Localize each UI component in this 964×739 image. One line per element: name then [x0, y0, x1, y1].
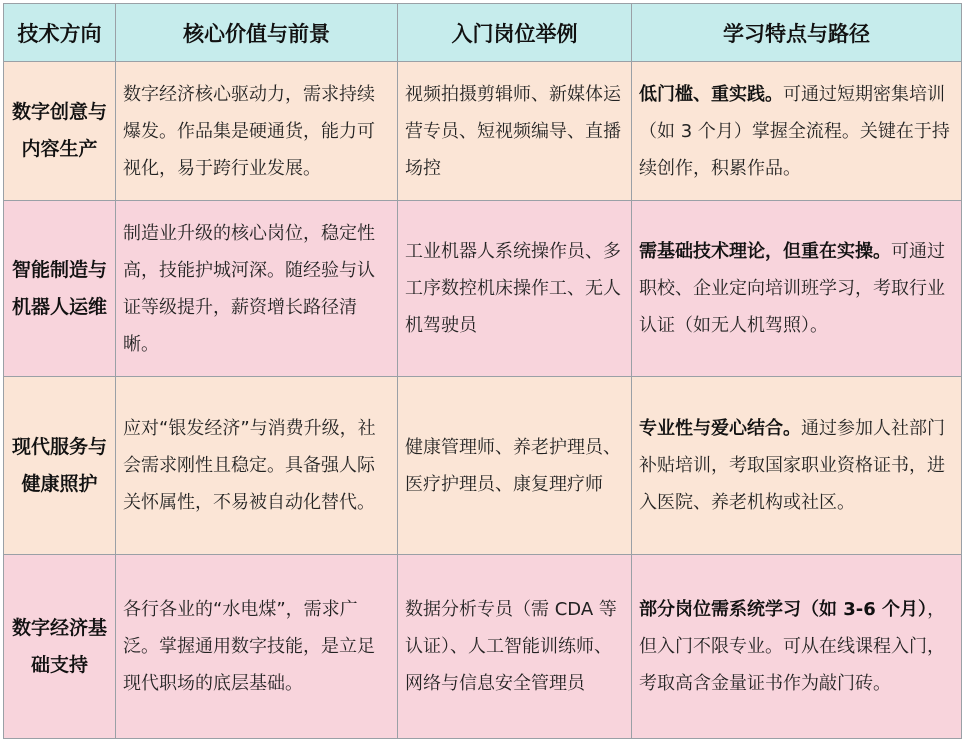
table-row [4, 62, 962, 201]
header-entry-jobs: 入门岗位举例 [398, 4, 632, 62]
table-row [4, 555, 962, 739]
path-highlight: 部分岗位需系统学习（如 3-6 个月） [639, 599, 928, 620]
path-cell [632, 62, 962, 201]
header-row [4, 4, 962, 62]
path-cell [632, 201, 962, 377]
direction-cell: 数字创意与内容生产 [4, 62, 116, 201]
jobs-cell: 数据分析专员（需 CDA 等认证）、人工智能训练师、网络与信息安全管理员 [398, 555, 632, 739]
path-text: 可通过短期密集培训（如 3 个月）掌握全流程。关键在于持续创作，积累作品。 [639, 83, 950, 179]
table-row [4, 201, 962, 377]
path-text: ，但入门不限专业。可从在线课程入门，考取高含金量证书作为敲门砖。 [639, 599, 946, 694]
direction-cell: 数字经济基础支持 [4, 555, 116, 739]
jobs-cell: 工业机器人系统操作员、多工序数控机床操作工、无人机驾驶员 [398, 201, 632, 377]
direction-cell: 智能制造与机器人运维 [4, 201, 116, 377]
path-text: 通过参加人社部门补贴培训，考取国家职业资格证书，进入医院、养老机构或社区。 [639, 418, 945, 513]
value-cell: 各行各业的“水电煤”，需求广泛。掌握通用数字技能，是立足现代职场的底层基础。 [116, 555, 398, 739]
value-cell: 应对“银发经济”与消费升级，社会需求刚性且稳定。具备强人际关怀属性，不易被自动化替代。 [116, 377, 398, 555]
path-highlight: 低门槛、重实践。 [639, 83, 783, 105]
value-cell: 制造业升级的核心岗位，稳定性高，技能护城河深。随经验与认证等级提升，薪资增长路径清晰。 [116, 201, 398, 377]
value-cell: 数字经济核心驱动力，需求持续爆发。作品集是硬通货，能力可视化，易于跨行业发展。 [116, 62, 398, 201]
table-row [4, 377, 962, 555]
jobs-cell: 视频拍摄剪辑师、新媒体运营专员、短视频编导、直播场控 [398, 62, 632, 201]
path-highlight: 需基础技术理论，但重在实操。 [639, 241, 891, 262]
career-directions-table [3, 3, 962, 739]
direction-cell: 现代服务与健康照护 [4, 377, 116, 555]
jobs-cell: 健康管理师、养老护理员、医疗护理员、康复理疗师 [398, 377, 632, 555]
path-cell [632, 377, 962, 555]
path-cell [632, 555, 962, 739]
path-highlight: 专业性与爱心结合。 [639, 418, 801, 439]
header-learning-path: 学习特点与路径 [632, 4, 962, 62]
header-direction: 技术方向 [4, 4, 116, 62]
path-text: 可通过职校、企业定向培训班学习，考取行业认证（如无人机驾照）。 [639, 241, 945, 336]
header-core-value: 核心价值与前景 [116, 4, 398, 62]
